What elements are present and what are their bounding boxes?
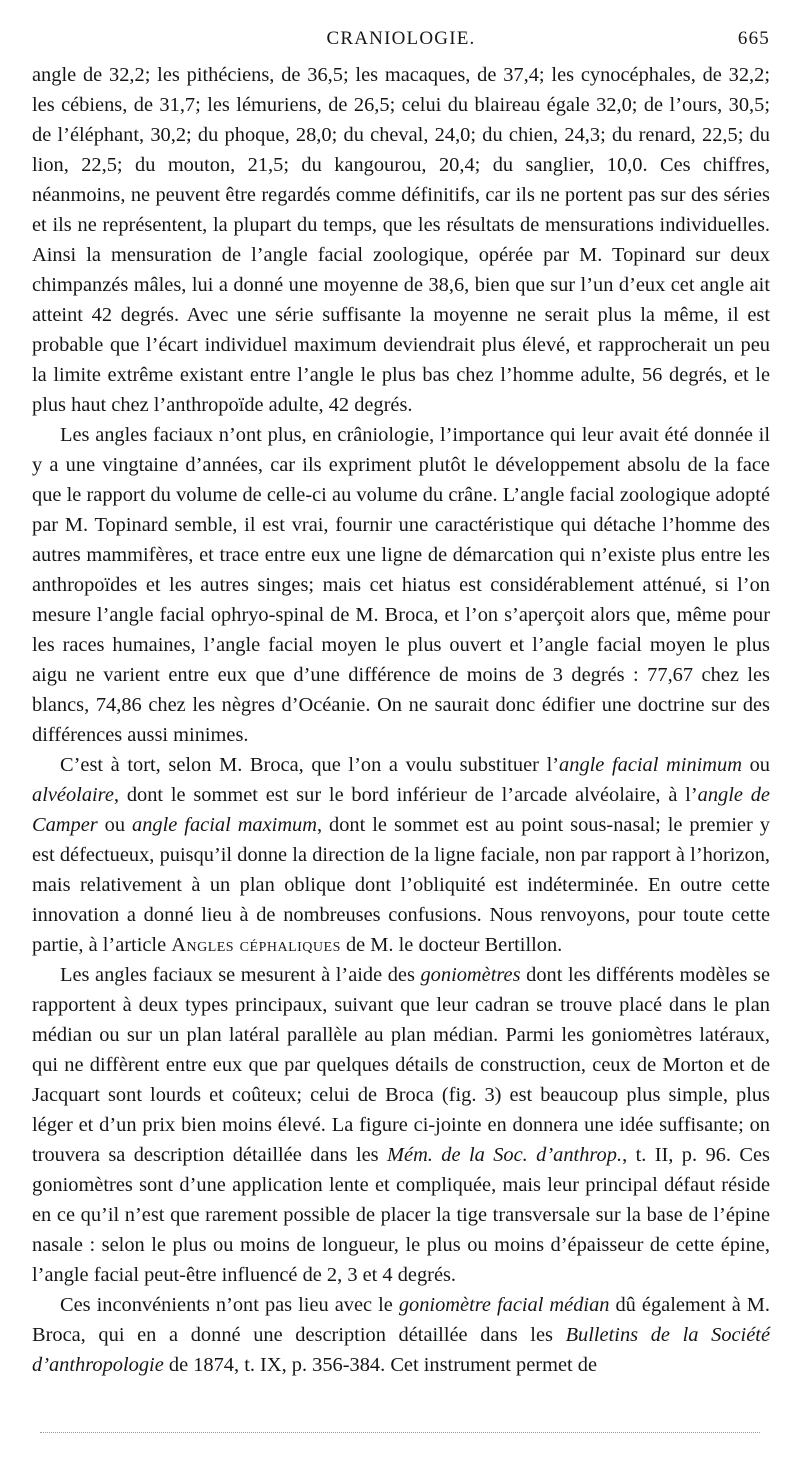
running-title: CRANIOLOGIE.	[326, 28, 476, 49]
text-run: Ces inconvénients n’ont pas lieu avec le	[60, 1294, 399, 1316]
bottom-dotted-rule	[40, 1432, 760, 1433]
text-run: C’est à tort, selon M. Broca, que l’on a voulu substituer l’	[60, 754, 560, 776]
text-run: dont les différents modèles se rapportent à deux types principaux, suivant que leur cadran se trouve placé dans le plan médian ou sur un plan latéral parallèle au plan médian. Parmi les goniomètres latéraux, qui ne diffèrent entre eux que par quelques détails de construction, ceux de Morton et de Jacquart sont lourds et coûteux; celui de Broca (fig. 3) est beaucoup plus simple, plus léger et d’un prix bien moins élevé. La figure ci-jointe en donnera une idée suffisante; on trouvera sa description détaillée dans les	[32, 964, 771, 1166]
paragraph	[32, 1290, 770, 1380]
text-run: de 1874, t. IX, p. 356-384. Cet instrument permet de	[163, 1354, 598, 1376]
paragraph	[32, 60, 770, 420]
book-page	[32, 28, 770, 1380]
paragraph	[32, 750, 770, 960]
text-run: de M. le docteur Bertillon.	[340, 934, 563, 956]
italic-term: Mém. de la Soc. d’anthrop.	[387, 1144, 623, 1166]
text-run: angle de 32,2; les pithéciens, de 36,5; les macaques, de 37,4; les cynocéphales, de 32,2; les cébiens, de 31,7; les lémuriens, de 26,5; celui du blaireau égale 32,0; de l’ours, 30,5; de l’éléphant, 30,2; du phoque, 28,0; du cheval, 24,0; du chien, 24,3; du renard, 22,5; du lion, 22,5; du mouton, 21,5; du kangourou, 20,4; du sanglier, 10,0. Ces chiffres, néanmoins, ne peuvent être regardés comme définitifs, car ils ne portent pas sur des séries et ils ne représentent, la plupart du temps, que les résultats de mensurations individuelles. Ainsi la mensuration de l’angle facial zoologique, opérée par M. Topinard sur deux chimpanzés mâles, lui a donné une moyenne de 38,6, bien que sur l’un d’eux cet angle ait atteint 42 degrés. Avec une série suffisante la moyenne ne serait plus la même, il est probable que l’écart individuel maximum deviendrait plus élevé, et rapprocherait un peu la limite extrême existant entre l’angle le plus bas chez l’homme adulte, 56 degrés, et le plus haut chez l’anthropoïde adulte, 42 degrés.	[32, 64, 770, 416]
small-caps-reference: Angles céphaliques	[171, 934, 341, 956]
text-run: ou	[741, 754, 770, 776]
text-run: dû également à M. Broca, qui en a donné une description détaillée dans les	[32, 1294, 770, 1346]
text-run: Les angles faciaux se mesurent à l’aide des	[60, 964, 421, 986]
paragraph	[32, 960, 770, 1290]
paragraph	[32, 420, 770, 750]
italic-term: angle de Camper	[32, 784, 770, 836]
italic-term: Bulletins de la Société d’anthropologie	[32, 1324, 770, 1376]
italic-term: angle facial minimum	[559, 754, 742, 776]
italic-term: goniomètres	[420, 964, 521, 986]
text-run: ou	[97, 814, 133, 836]
italic-term: alvéolaire	[32, 784, 114, 806]
page-number: 665	[737, 28, 770, 49]
page-header	[32, 28, 770, 60]
text-run: , dont le sommet est au point sous-nasal; le premier y est défectueux, puisqu’il donne la direction de la ligne faciale, non par rapport à l’horizon, mais relativement à un plan oblique dont l’obliquité est indéterminée. En outre cette innovation a donné lieu à de nombreuses confusions. Nous renvoyons, pour toute cette partie, à l’article	[32, 814, 770, 956]
text-run: Les angles faciaux n’ont plus, en crâniologie, l’importance qui leur avait été donnée il y a une vingtaine d’années, car ils expriment plutôt le développement absolu de la face que le rapport du volume de celle-ci au volume du crâne. L’angle facial zoologique adopté par M. Topinard semble, il est vrai, fournir une caractéristique qui détache l’homme des autres mammifères, et trace entre eux une ligne de démarcation qui n’existe plus entre les anthropoïdes et les autres singes; mais cet hiatus est considérablement atténué, si l’on mesure l’angle facial ophryo-spinal de M. Broca, et l’on s’aperçoit alors que, même pour les races humaines, l’angle facial moyen le plus ouvert et l’angle facial moyen le plus aigu ne varient entre eux que d’une différence de moins de 3 degrés : 77,67 chez les blancs, 74,86 chez les nègres d’Océanie. On ne saurait donc édifier une doctrine sur des différences aussi minimes.	[32, 424, 770, 746]
italic-term: angle facial maximum	[132, 814, 317, 836]
italic-term: goniomètre facial médian	[398, 1294, 610, 1316]
text-run: , dont le sommet est sur le bord inférieur de l’arcade alvéolaire, à l’	[113, 784, 698, 806]
page-body	[32, 60, 770, 1380]
text-run: , t. II, p. 96. Ces goniomètres sont d’une application lente et compliquée, mais leur principal défaut réside en ce qu’il n’est que rarement possible de placer la tige transversale sur la base de l’épine nasale : selon le plus ou moins de longueur, le plus ou moins d’épaisseur de cette épine, l’angle facial peut-être influencé de 2, 3 et 4 degrés.	[32, 1144, 770, 1286]
